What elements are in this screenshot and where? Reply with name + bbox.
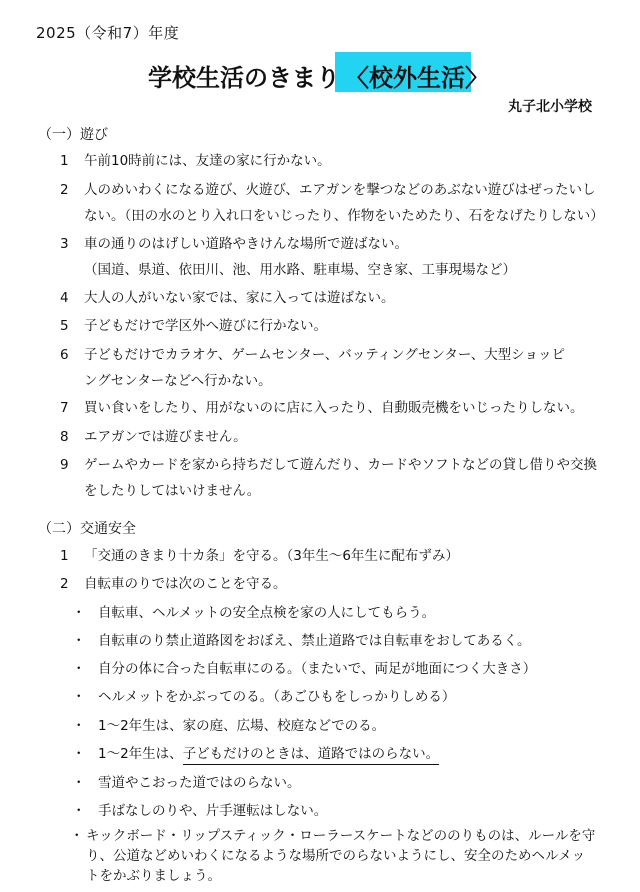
item-number: 3 — [60, 236, 69, 252]
item-number: 2 — [60, 182, 69, 198]
item-text: 人のめいわくになる遊び、火遊び、エアガンを撃つなどのあぶない遊びはぜったいし — [84, 182, 596, 198]
bullet-text: 自転車、ヘルメットの安全点検を家の人にしてもらう。 — [98, 605, 436, 621]
page-title: 学校生活のきまり — [148, 64, 340, 92]
item-number: 1 — [60, 153, 69, 169]
item-text-cont: ングセンターなどへ行かない。 — [84, 373, 272, 389]
bullet-mark: ・ — [72, 803, 86, 819]
item-number: 4 — [60, 290, 69, 306]
item-text: 車の通りのはげしい道路やきけんな場所で遊ばない。 — [84, 236, 408, 252]
bullet-mark: ・ — [72, 661, 86, 677]
item-number: 9 — [60, 457, 69, 473]
bullet-text: 自分の体に合った自転車にのる。（またいで、両足が地面につく大きさ） — [98, 661, 537, 677]
section-title: 交通安全 — [80, 521, 136, 537]
item-text: ゲームやカードを家から持ちだして遊んだり、カードやソフトなどの貸し借りや交換 — [84, 457, 597, 473]
underlined-text: 子どもだけのときは、道路ではのらない。 — [183, 746, 440, 765]
bullet-mark: ・ — [72, 775, 86, 791]
item-number: 1 — [60, 548, 69, 564]
page-subtitle: 〈校外生活〉 — [345, 64, 489, 92]
item-number: 7 — [60, 400, 69, 416]
section-number: （二） — [38, 521, 80, 537]
bullet-mark: ・ — [72, 633, 86, 649]
section-number: （一） — [38, 127, 80, 143]
item-number: 5 — [60, 318, 69, 334]
item-number: 8 — [60, 429, 69, 445]
bullet-text-line — [98, 746, 439, 762]
bullet-mark: ・ — [70, 828, 84, 844]
item-text-cont: をしたりしてはいけません。 — [84, 483, 261, 499]
item-text: 自転車のりでは次のことを守る。 — [84, 576, 287, 592]
year-heading: 2025（令和7）年度 — [36, 24, 180, 42]
bullet-text: キックボード・リップスティック・ローラースケートなどののりものは、ルールを守 — [86, 828, 596, 844]
bullet-text-cont: り、公道などめいわくになるような場所でのらないようにし、安全のためヘルメッ — [86, 848, 586, 864]
item-text-cont: ない。（田の水のとり入れ口をいじったり、作物をいためたり、石をなげたりしない） — [84, 208, 604, 224]
section-title: 遊び — [80, 127, 108, 143]
bullet-mark: ・ — [72, 605, 86, 621]
bullet-text: 自転車のり禁止道路図をおぼえ、禁止道路では自転車をおしてあるく。 — [98, 633, 531, 649]
item-number: 6 — [60, 347, 69, 363]
item-text: エアガンでは遊びません。 — [84, 429, 247, 445]
bullet-text: 1～2年生は、 — [98, 746, 183, 762]
item-number: 2 — [60, 576, 69, 592]
bullet-mark: ・ — [72, 718, 86, 734]
item-text: 大人の人がいない家では、家に入っては遊ばない。 — [84, 290, 395, 306]
bullet-text: 手ばなしのりや、片手運転はしない。 — [98, 803, 328, 819]
item-text-cont: （国道、県道、依田川、池、用水路、駐車場、空き家、工事現場など） — [84, 262, 516, 278]
item-text: 午前10時前には、友達の家に行かない。 — [84, 153, 331, 169]
bullet-mark: ・ — [72, 746, 86, 762]
item-text: 「交通のきまり十カ条」を守る。（3年生～6年生に配布ずみ） — [84, 548, 459, 564]
bullet-text-cont: トをかぶりましょう。 — [86, 868, 221, 884]
item-text: 子どもだけでカラオケ、ゲームセンター、バッティングセンター、大型ショッピ — [84, 347, 566, 363]
bullet-mark: ・ — [72, 689, 86, 705]
bullet-text: 雪道やこおった道ではのらない。 — [98, 775, 301, 791]
bullet-text: 1～2年生は、家の庭、広場、校庭などでのる。 — [98, 718, 386, 734]
item-text: 子どもだけで学区外へ遊びに行かない。 — [84, 318, 327, 334]
bullet-text: ヘルメットをかぶってのる。（あごひもをしっかりしめる） — [98, 689, 456, 705]
school-name: 丸子北小学校 — [508, 99, 592, 115]
item-text: 買い食いをしたり、用がないのに店に入ったり、自動販売機をいじったりしない。 — [84, 400, 584, 416]
